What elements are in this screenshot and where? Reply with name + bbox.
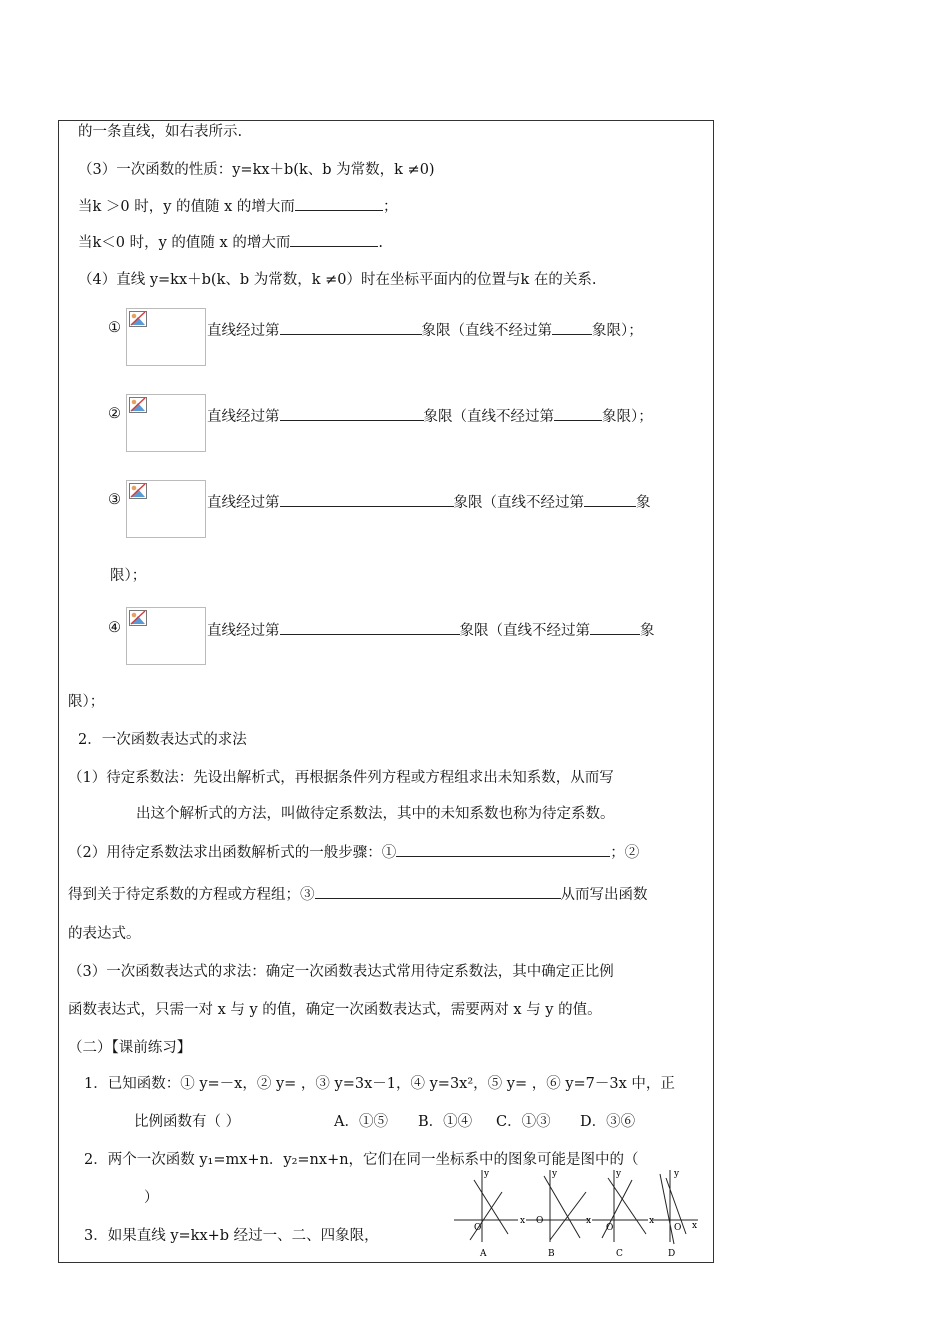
- answer-blank[interactable]: [396, 842, 610, 857]
- item-4-line: 直线经过第 象限（直线不经过第 象: [207, 620, 655, 641]
- graph-label-a[interactable]: A: [480, 1249, 487, 1259]
- item-3-wrap: 限）；: [110, 568, 147, 584]
- option-d[interactable]: D．③⑥: [580, 1114, 636, 1130]
- graph-b: [526, 1170, 590, 1242]
- axis-y-label: y: [484, 1169, 490, 1179]
- item-marker: ②: [108, 406, 121, 422]
- axis-y-label: y: [674, 1169, 680, 1179]
- item-2-line: 直线经过第 象限（直线不经过第 象限）；: [207, 406, 653, 427]
- answer-blank[interactable]: [554, 406, 602, 421]
- origin-label: O: [536, 1216, 544, 1226]
- graph-label-b[interactable]: B: [548, 1249, 555, 1259]
- axis-x-label: x: [649, 1216, 655, 1226]
- origin-label: O: [674, 1223, 682, 1233]
- broken-image-icon: [129, 397, 147, 413]
- answer-blank[interactable]: [590, 620, 640, 635]
- answer-blank[interactable]: [290, 232, 378, 247]
- item-1-line: 直线经过第 象限（直线不经过第 象限）；: [207, 320, 643, 341]
- graph-image-placeholder: [126, 394, 206, 452]
- question-1-stem: 比例函数有（ ）: [134, 1114, 241, 1130]
- answer-blank[interactable]: [280, 620, 460, 635]
- practice-heading: （二）【课前练习】: [68, 1040, 192, 1056]
- graph-image-placeholder: [126, 480, 206, 538]
- origin-label: O: [474, 1223, 482, 1233]
- method-p2a: （2）用待定系数法求出函数解析式的一般步骤：① ；②: [68, 842, 639, 863]
- question-1: 1．已知函数：① y=－x，② y= ，③ y=3x－1，④ y=3x²，⑤ y= ，⑥ y=7－3x 中，正: [84, 1076, 675, 1092]
- item-marker: ③: [108, 492, 121, 508]
- question-2: 2．两个一次函数 y₁=mx+n．y₂=nx+n，它们在同一坐标系中的图象可能是图中的（: [84, 1152, 639, 1168]
- graph-a: [454, 1170, 518, 1242]
- answer-blank[interactable]: [280, 320, 422, 335]
- axis-x-label: x: [692, 1221, 698, 1231]
- answer-blank[interactable]: [552, 320, 592, 335]
- k-negative-line: 当k＜0 时，y 的值随 x 的增大而 .: [78, 232, 383, 253]
- method-p1b: 出这个解析式的方法，叫做待定系数法，其中的未知系数也称为待定系数。: [136, 806, 615, 822]
- property-heading: （3）一次函数的性质：y=kx＋b(k、b 为常数，k ≠0): [78, 162, 435, 178]
- graph-c: [592, 1170, 648, 1242]
- axis-y-label: y: [552, 1169, 558, 1179]
- method-p3a: （3）一次函数表达式的求法：确定一次函数表达式常用待定系数法，其中确定正比例: [68, 964, 614, 980]
- graph-image-placeholder: [126, 308, 206, 366]
- answer-graphs: [452, 1166, 708, 1262]
- answer-blank[interactable]: [584, 492, 636, 507]
- intro-line: 的一条直线，如右表所示.: [78, 124, 243, 140]
- method-p2c: 得到关于待定系数的方程或方程组；③ 从而写出函数: [68, 884, 648, 905]
- item-4-wrap: 限）；: [68, 694, 105, 710]
- item-marker: ④: [108, 620, 121, 636]
- broken-image-icon: [129, 483, 147, 499]
- method-p2e: 的表达式。: [68, 926, 141, 942]
- answer-blank[interactable]: [280, 492, 454, 507]
- position-heading: （4）直线 y=kx＋b(k、b 为常数，k ≠0）时在坐标平面内的位置与k 在的关系.: [78, 272, 597, 288]
- answer-blank[interactable]: [280, 406, 424, 421]
- broken-image-icon: [129, 311, 147, 327]
- answer-blank[interactable]: [315, 884, 561, 899]
- option-c[interactable]: C．①③: [496, 1114, 551, 1130]
- origin-label: O: [606, 1223, 614, 1233]
- option-b[interactable]: B．①④: [418, 1114, 473, 1130]
- item-marker: ①: [108, 320, 121, 336]
- method-p3b: 函数表达式，只需一对 x 与 y 的值，确定一次函数表达式，需要两对 x 与 y 的值。: [68, 1002, 602, 1018]
- graph-image-placeholder: [126, 607, 206, 665]
- axis-x-label: x: [586, 1216, 592, 1226]
- question-2-close: ）: [144, 1190, 159, 1206]
- frame-bottom-border: [58, 1262, 713, 1263]
- axis-x-label: x: [520, 1216, 526, 1226]
- k-positive-line: 当k ＞0 时，y 的值随 x 的增大而 ；: [78, 196, 397, 217]
- graph-label-c[interactable]: C: [616, 1249, 623, 1259]
- graph-label-d[interactable]: D: [668, 1249, 676, 1259]
- answer-blank[interactable]: [295, 196, 383, 211]
- axis-y-label: y: [616, 1169, 622, 1179]
- section-2-heading: 2．一次函数表达式的求法: [78, 732, 247, 748]
- option-a[interactable]: A．①⑤: [334, 1114, 388, 1130]
- broken-image-icon: [129, 610, 147, 626]
- question-3: 3．如果直线 y=kx+b 经过一、二、四象限，: [84, 1228, 379, 1244]
- method-p1a: （1）待定系数法：先设出解析式，再根据条件列方程或方程组求出未知系数，从而写: [68, 770, 614, 786]
- item-3-line: 直线经过第 象限（直线不经过第 象: [207, 492, 651, 513]
